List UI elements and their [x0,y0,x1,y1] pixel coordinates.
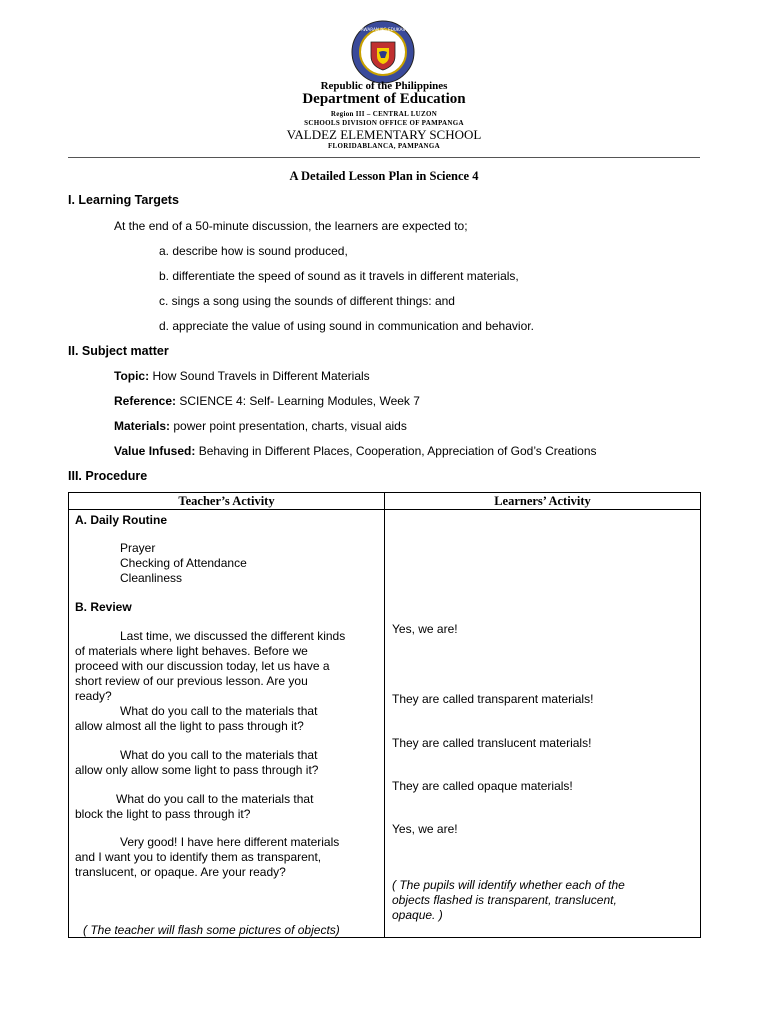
review-heading: B. Review [75,600,132,614]
subject-topic [114,369,370,383]
municipality-heading: FLORIDABLANCA, PAMPANGA [327,142,441,150]
subject-values [114,444,597,458]
instruction-line: and I want you to identify them as transparent, [75,850,322,864]
objective-item: b. differentiate the speed of sound as it travels in different materials, [159,269,519,283]
routine-item: Prayer [120,541,156,555]
teacher-column-header: Teacher’s Activity [69,493,385,510]
question-line: What do you call to the materials that [120,704,318,718]
learner-response: They are called opaque materials! [392,779,573,793]
materials-value: power point presentation, charts, visual aids [173,419,407,433]
question-line: What do you call to the materials that [120,748,318,762]
learner-response: They are called transparent materials! [392,692,594,706]
procedure-heading: III. Procedure [68,469,148,483]
materials-label: Materials: [114,419,171,433]
objective-item: c. sings a song using the sounds of different things: and [159,294,455,308]
reference-label: Reference: [114,394,177,408]
objective-item: a. describe how is sound produced, [159,244,348,258]
question-line: What do you call to the materials that [116,792,314,806]
flash-note: ( The teacher will flash some pictures of objects) [83,923,340,937]
learner-response: Yes, we are! [392,822,458,836]
instruction-line: Very good! I have here different materials [120,835,340,849]
review-line: ready? [75,689,112,703]
learner-response: Yes, we are! [392,622,458,636]
review-line: Last time, we discussed the different kinds [120,629,346,643]
learner-column-header: Learners’ Activity [385,493,701,510]
pupil-note-line: ( The pupils will identify whether each of the [392,878,625,892]
deped-seal-logo [351,20,415,84]
republic-heading: Republic of the Philippines [320,80,448,92]
learner-response: They are called translucent materials! [392,736,592,750]
question-line: block the light to pass through it? [75,807,251,821]
instruction-line: translucent, or opaque. Are your ready? [75,865,286,879]
document-title: A Detailed Lesson Plan in Science 4 [289,169,479,183]
subject-reference [114,394,420,408]
review-line: short review of our previous lesson. Are you [75,674,308,688]
region-heading: Region III – CENTRAL LUZON [330,110,438,118]
learner-activity-cell [385,510,701,938]
topic-label: Topic: [114,369,150,383]
subject-matter-heading: II. Subject matter [68,344,169,358]
seal-text: KAGAWARAN NG EDUKASYON [352,27,414,32]
objective-item: d. appreciate the value of using sound in communication and behavior. [159,319,534,333]
review-line: proceed with our discussion today, let us have a [75,659,330,673]
pupil-note-line: objects flashed is transparent, translucent, [392,893,617,907]
pupil-note-line: opaque. ) [392,908,443,922]
header-divider [68,157,700,158]
school-name: VALDEZ ELEMENTARY SCHOOL [286,127,482,142]
question-line: allow almost all the light to pass through it? [75,719,304,733]
subject-materials [114,419,407,433]
question-line: allow only allow some light to pass through it? [75,763,319,777]
learning-targets-intro: At the end of a 50-minute discussion, the learners are expected to; [114,219,468,233]
reference-value: SCIENCE 4: Self- Learning Modules, Week 7 [179,394,420,408]
division-heading: SCHOOLS DIVISION OFFICE OF PAMPANGA [304,119,464,127]
routine-item: Cleanliness [120,571,183,585]
learning-targets-heading: I. Learning Targets [68,193,179,207]
values-value: Behaving in Different Places, Cooperation, Appreciation of God’s Creations [198,444,597,458]
teacher-activity-cell [69,510,385,938]
daily-routine-heading: A. Daily Routine [75,513,168,527]
department-heading: Department of Education [302,91,466,107]
topic-value: How Sound Travels in Different Materials [152,369,370,383]
review-line: of materials where light behaves. Before we [75,644,308,658]
routine-item: Checking of Attendance [120,556,247,570]
procedure-table [68,492,701,938]
values-label: Value Infused: [114,444,196,458]
